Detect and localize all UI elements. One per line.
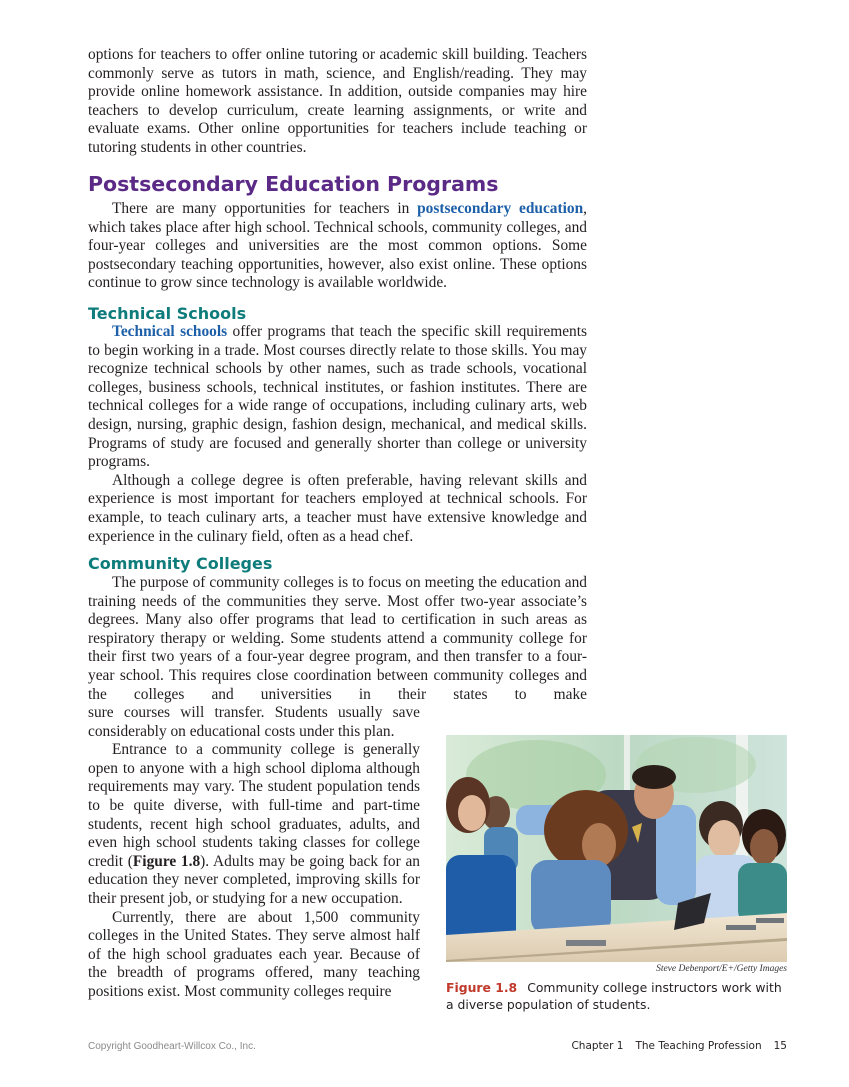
section-intro-paragraph: [88, 200, 587, 293]
footer-copyright: Copyright Goodheart-Willcox Co., Inc.: [88, 1041, 256, 1052]
teacher-arm: [656, 805, 696, 905]
paragraph-text: , which takes place after high school. Technical schools, community colleges, and four-year colleges and universities are the most common options. Some postsecondary teaching opportunities, however, also exist online. These options continue to grow since technology is available worldwide.: [88, 200, 587, 292]
community-colleges-paragraph-2: [88, 741, 420, 908]
footer-chapter: Chapter 1: [571, 1040, 624, 1052]
technical-schools-block: [88, 323, 587, 546]
technical-schools-paragraph-1: [88, 323, 587, 472]
figure-label: Figure 1.8: [446, 980, 518, 995]
paragraph-text: ). Adults may be going back for an education they never completed, improving skills for their present job, or studying for a new occupation.: [88, 852, 420, 907]
intro-paragraph: options for teachers to offer online tutoring or academic skill building. Teachers commonly serve as tutors in math, science, and English/reading. They may provide online homework assistance. In addition, outside companies may hire teachers to develop curriculum, create learning assignments, or write and evaluate exams. Other online opportunities for teachers include teaching or tutoring students in other countries.: [88, 46, 587, 156]
figure-caption-text: Community college instructors work with a diverse population of students.: [446, 980, 782, 1012]
section-intro-block: [88, 200, 587, 293]
student-right-face: [750, 829, 778, 865]
student-curly-shirt: [531, 860, 611, 935]
classroom-photo-illustration: [446, 735, 787, 962]
paragraph-text: offer programs that teach the specific skill requirements to begin working in a trade. Most courses directly relate to those skills. You may recognize technical schools by other names, such as trade schools, vocational colleges, business schools, technical institutes, or fashion institutes. There are technical colleges for a wide range of occupations, including culinary arts, web design, nursing, graphic design, fashion design, mechanical, and medical skills. Programs of study are focused and generally shorter than college or university programs.: [88, 323, 587, 471]
key-term-technical-schools: Technical schools: [112, 323, 228, 340]
footer-chapter-title: The Teaching Profession: [635, 1040, 762, 1052]
community-colleges-paragraph-1: The purpose of community colleges is to focus on meeting the education and training needs of the communities they serve. Most offer two-year associate’s degrees. Many also offer programs that lead to certification in such areas as respiratory therapy or welding. Some students attend a community college for their first two years of a four-year degree program, and then transfer to a four-year school. This requires close coordination between community colleges and the colleges and universities in their states to make: [88, 574, 587, 703]
subheading-technical-schools: Technical Schools: [88, 304, 247, 323]
student-glasses-face: [708, 820, 740, 858]
page-number: 15: [773, 1040, 787, 1052]
community-colleges-paragraph-1-continued: sure courses will transfer. Students usually save considerably on educational costs under this plan.: [88, 704, 420, 740]
photo-credit: Steve Debenport/E+/Getty Images: [656, 964, 787, 974]
community-colleges-narrow-block: [88, 704, 420, 1002]
paragraph-text: Entrance to a community college is generally open to anyone with a high school diploma although requirements may vary. The student population tends to be quite diverse, with full-time and part-time students, recent high school graduates, adults, and even high school students taking classes for college credit (: [88, 741, 420, 870]
community-colleges-wide-block: [88, 574, 587, 704]
teacher-hair: [632, 765, 676, 789]
figure-reference[interactable]: Figure 1.8: [132, 852, 201, 870]
phone-on-table: [566, 940, 606, 946]
key-term-postsecondary-education: postsecondary education: [417, 200, 584, 217]
intro-text-block: [88, 46, 587, 158]
subheading-community-colleges: Community Colleges: [88, 554, 273, 573]
footer-running-head: [559, 1040, 787, 1052]
technical-schools-paragraph-2: Although a college degree is often preferable, having relevant skills and experience is most important for teachers employed at technical schools. For example, to teach culinary arts, a teacher must have extensive knowledge and experience in the culinary field, often as a head chef.: [88, 471, 587, 545]
paragraph-text: There are many opportunities for teachers in: [112, 200, 418, 217]
phone-on-table: [756, 918, 784, 923]
figure-caption: [446, 979, 791, 1013]
student-left-face: [458, 795, 486, 831]
community-colleges-paragraph-3: Currently, there are about 1,500 community colleges in the United States. They serve almost half of the high school graduates each year. Because of the breadth of programs offered, many teaching positions exist. Most community colleges require: [88, 908, 420, 1000]
section-heading: Postsecondary Education Programs: [88, 172, 499, 196]
figure-photo: [446, 735, 787, 962]
phone-on-table: [726, 925, 756, 930]
